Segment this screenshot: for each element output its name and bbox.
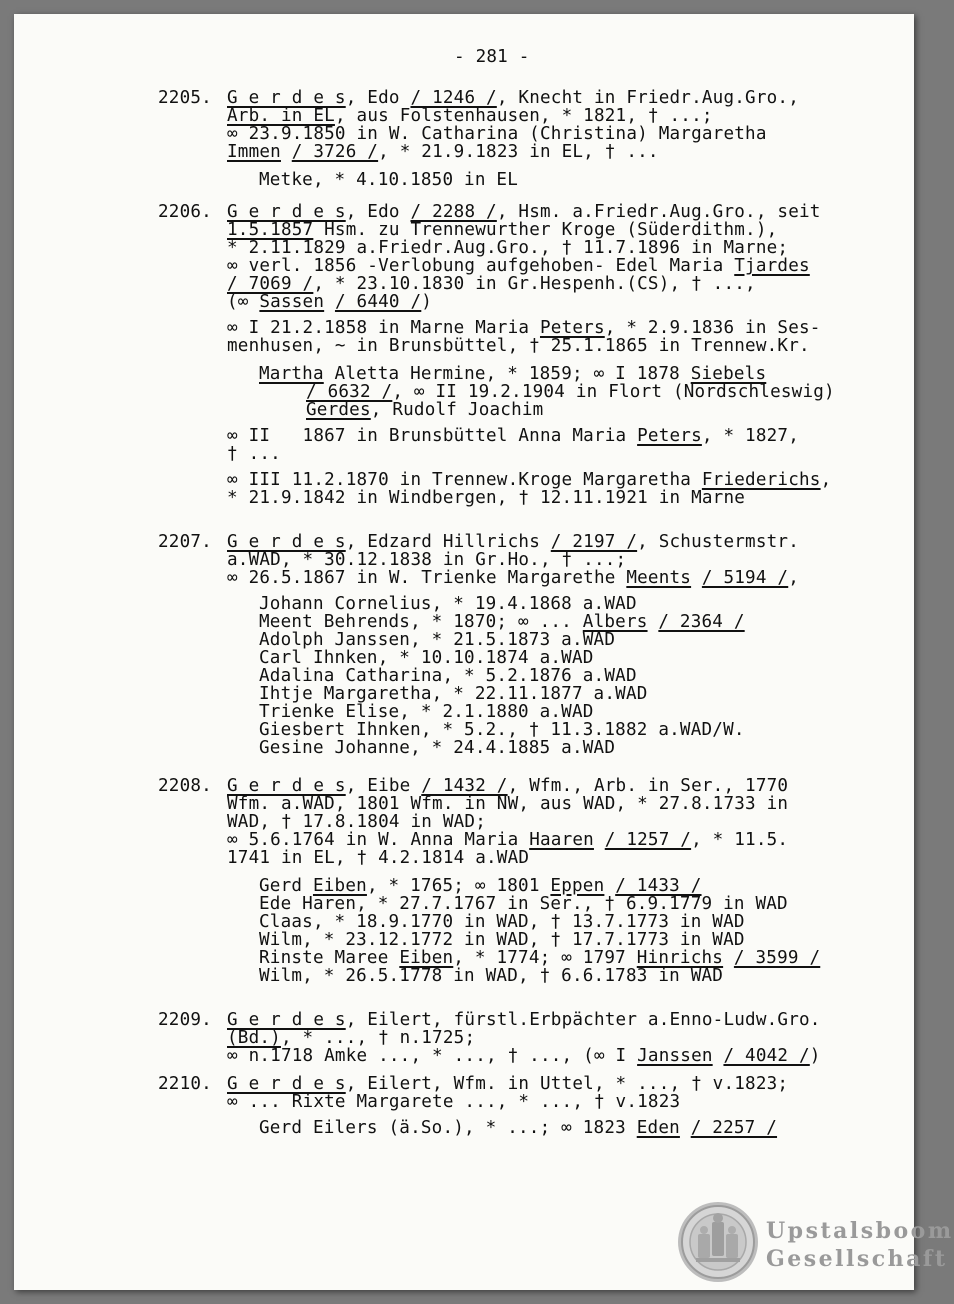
entry-line — [227, 89, 799, 107]
entry-line — [306, 401, 543, 419]
text-segment: Wfm. a.WAD, 1801 Wfm. in NW, aus WAD, * 27.8.1733 in — [227, 794, 789, 814]
underlined-text: / 3726 / — [291, 142, 379, 162]
entry-line — [227, 1093, 680, 1111]
underlined-text: / 6632 / — [306, 382, 393, 402]
underlined-text: Albers — [582, 612, 648, 632]
text-segment — [713, 1046, 724, 1066]
entry-number: 2208. — [158, 776, 212, 796]
text-segment: * 21.9.1842 in Windbergen, † 12.11.1921 in Marne — [227, 488, 746, 508]
text-segment: , * 21.9.1823 in EL, † ... — [378, 142, 659, 162]
underlined-text: Tjardes — [734, 256, 810, 276]
entry-line — [227, 221, 777, 239]
text-segment: Gerd Eilers (ä.So.), * ...; ∞ 1823 — [259, 1118, 637, 1138]
text-segment: ∞ ... Rixte Margarete ..., * ..., † v.1823 — [227, 1092, 681, 1112]
text-segment: , ∞ II 19.2.1904 in Flort (Nordschleswig) — [392, 382, 835, 402]
text-segment: ∞ I 21.2.1858 in Marne Maria — [227, 318, 540, 338]
text-segment: a.WAD, * 30.12.1838 in Gr.Ho., † ...; — [227, 550, 627, 570]
entry-line — [259, 667, 637, 685]
entry-line — [227, 569, 799, 587]
entry-line — [259, 171, 518, 189]
document-page — [14, 14, 954, 1290]
text-segment: , Eilert, Wfm. in Uttel, * ..., † v.1823; — [345, 1074, 789, 1094]
entry-line — [227, 471, 831, 489]
underlined-text: G e r d e s — [227, 202, 346, 222]
text-segment: Adolph Janssen, * 21.5.1873 a.WAD — [259, 630, 616, 650]
entry-line — [259, 685, 648, 703]
text-segment — [680, 1118, 691, 1138]
text-segment: , * 1765; ∞ 1801 — [366, 876, 551, 896]
text-segment: ) — [809, 1046, 821, 1066]
text-segment: , Wfm., Arb. in Ser., 1770 — [507, 776, 789, 796]
underlined-text: / 1432 / — [421, 776, 508, 796]
text-segment: , Edzard Hillrichs — [345, 532, 551, 552]
text-segment: menhusen, ~ in Brunsbüttel, † 25.1.1865 in Trennew.Kr. — [227, 336, 810, 356]
entry-line — [227, 849, 529, 867]
text-segment — [723, 948, 734, 968]
text-segment: , * 11.5. — [691, 830, 789, 850]
entry-line — [259, 703, 594, 721]
entry-line — [227, 1047, 821, 1065]
entry-number: 2206. — [158, 202, 212, 222]
text-segment: , * ..., † n.1725; — [280, 1028, 476, 1048]
text-segment: Ihtje Margaretha, * 22.11.1877 a.WAD — [259, 684, 648, 704]
logo-text-line2: Gesellschaft — [766, 1246, 948, 1272]
entry-line — [259, 739, 615, 757]
text-segment: , aus Folstenhausen, * 1821, † ...; — [334, 106, 713, 126]
text-segment: , * 2.9.1836 in Ses- — [604, 318, 821, 338]
text-segment: , * 1827, — [701, 426, 800, 446]
text-segment: , Hsm. a.Friedr.Aug.Gro., seit — [496, 202, 821, 222]
seal-icon — [676, 1200, 760, 1284]
entry-line — [227, 143, 659, 161]
underlined-text: / 7069 / — [227, 274, 314, 294]
underlined-text: Arb. in EL — [227, 106, 335, 126]
text-segment: ∞ 23.9.1850 in W. Catharina (Christina) Margaretha — [227, 124, 767, 144]
entry-line — [259, 649, 594, 667]
text-segment: Meent Behrends, * 1870; ∞ ... — [259, 612, 583, 632]
text-segment: , * 1774; ∞ 1797 — [453, 948, 637, 968]
underlined-text: Siebels — [690, 364, 767, 384]
text-segment: Ede Haren, * 27.7.1767 in Ser., † 6.9.1779 in WAD — [259, 894, 788, 914]
text-segment: ) — [421, 292, 433, 312]
entry-line — [227, 125, 767, 143]
entry-line — [259, 949, 820, 967]
entry-line — [227, 337, 810, 355]
underlined-text: Friederichs — [701, 470, 821, 490]
entry-line — [259, 1119, 777, 1137]
underlined-text: / 6440 / — [334, 292, 422, 312]
text-segment: ∞ 5.6.1764 in W. Anna Maria — [227, 830, 530, 850]
entry-line — [227, 813, 486, 831]
underlined-text: Martha — [259, 364, 324, 384]
underlined-text: G e r d e s — [227, 1074, 346, 1094]
underlined-text: Hinrichs — [636, 948, 724, 968]
entry-number: 2207. — [158, 532, 212, 552]
text-segment: * 2.11.1829 a.Friedr.Aug.Gro., † 11.7.1896 in Marne; — [227, 238, 789, 258]
underlined-text: Peters — [539, 318, 605, 338]
underlined-text: / 1246 / — [410, 88, 497, 108]
text-segment: Rinste Maree — [259, 948, 400, 968]
underlined-text: G e r d e s — [227, 776, 346, 796]
underlined-text: / 2364 / — [658, 612, 745, 632]
underlined-text: Eiben — [312, 876, 367, 896]
text-segment: , Eilert, fürstl.Erbpächter a.Enno-Ludw.Gro. — [345, 1010, 821, 1030]
text-segment: Wilm, * 26.5.1778 in WAD, † 6.6.1783 in WAD — [259, 966, 724, 986]
entry-line — [227, 489, 745, 507]
text-segment: ∞ III 11.2.1870 in Trennew.Kroge Margaretha — [227, 470, 702, 490]
entry-number: 2209. — [158, 1010, 212, 1030]
underlined-text: Eppen — [550, 876, 605, 896]
text-segment: Adalina Catharina, * 5.2.1876 a.WAD — [259, 666, 637, 686]
text-segment — [691, 568, 702, 588]
entry-line — [259, 967, 723, 985]
entry-line — [227, 831, 788, 849]
text-segment: Hsm. zu Trennewurther Kroge (Süderdithm.), — [313, 220, 778, 240]
entry-line — [259, 877, 702, 895]
underlined-text: / 2257 / — [690, 1118, 778, 1138]
text-segment — [281, 142, 292, 162]
underlined-text: Immen — [227, 142, 281, 162]
text-segment: Gesine Johanne, * 24.4.1885 a.WAD — [259, 738, 616, 758]
text-segment: , Edo — [345, 202, 411, 222]
text-segment: Johann Cornelius, * 19.4.1868 a.WAD — [259, 594, 637, 614]
underlined-text: Meents — [626, 568, 692, 588]
underlined-text: Sassen — [259, 292, 325, 312]
entry-line — [227, 1029, 475, 1047]
text-segment: , — [788, 568, 800, 588]
text-segment — [594, 830, 605, 850]
underlined-text: / 2288 / — [410, 202, 497, 222]
underlined-text: (Bd.) — [227, 1028, 281, 1048]
entry-line — [227, 551, 626, 569]
entry-line — [259, 913, 745, 931]
underlined-text: / 4042 / — [723, 1046, 810, 1066]
society-logo — [666, 1200, 954, 1290]
underlined-text: G e r d e s — [227, 88, 346, 108]
entry-line — [227, 203, 821, 221]
underlined-text: G e r d e s — [227, 1010, 346, 1030]
underlined-text: / 2197 / — [550, 532, 638, 552]
text-segment: , Knecht in Friedr.Aug.Gro., — [496, 88, 800, 108]
text-segment: , Edo — [345, 88, 411, 108]
text-segment: , Eibe — [345, 776, 422, 796]
underlined-text: Janssen — [637, 1046, 713, 1066]
text-segment: ∞ n.1718 Amke ..., * ..., † ..., (∞ I — [227, 1046, 638, 1066]
entry-line — [227, 533, 799, 551]
entry-line — [259, 595, 637, 613]
underlined-text: Gerdes — [306, 400, 371, 420]
underlined-text: G e r d e s — [227, 532, 346, 552]
entry-line — [227, 427, 799, 445]
entry-line — [306, 383, 835, 401]
entry-line — [259, 613, 745, 631]
underlined-text: / 1433 / — [615, 876, 702, 896]
entry-line — [227, 257, 810, 275]
underlined-text: Eden — [636, 1118, 680, 1138]
entry-line — [227, 275, 756, 293]
text-segment: , * 23.10.1830 in Gr.Hespenh.(CS), † ..., — [313, 274, 756, 294]
entry-line — [227, 239, 788, 257]
text-segment: Carl Ihnken, * 10.10.1874 a.WAD — [259, 648, 594, 668]
underlined-text: 1.5.1857 — [227, 220, 314, 240]
text-segment: Wilm, * 23.12.1772 in WAD, † 17.7.1773 in WAD — [259, 930, 745, 950]
entry-line — [227, 445, 281, 463]
text-segment: Claas, * 18.9.1770 in WAD, † 13.7.1773 in WAD — [259, 912, 745, 932]
entry-line — [259, 931, 745, 949]
entry-line — [259, 895, 788, 913]
page-number: - 281 - — [454, 47, 530, 67]
text-segment: † ... — [227, 444, 281, 464]
entry-line — [227, 319, 821, 337]
text-segment: Giesbert Ihnken, * 5.2., † 11.3.1882 a.WAD/W. — [259, 720, 745, 740]
text-segment: ∞ 26.5.1867 in W. Trienke Margarethe — [227, 568, 627, 588]
text-segment: WAD, † 17.8.1804 in WAD; — [227, 812, 487, 832]
entry-number: 2205. — [158, 88, 212, 108]
text-segment: (∞ — [227, 292, 260, 312]
entry-line — [259, 365, 766, 383]
text-segment: Aletta Hermine, * 1859; ∞ I 1878 — [323, 364, 691, 384]
text-segment: ∞ verl. 1856 -Verlobung aufgehoben- Edel Maria — [227, 256, 735, 276]
text-segment — [324, 292, 335, 312]
underlined-text: Peters — [637, 426, 702, 446]
entry-line — [227, 293, 432, 311]
text-segment: Metke, * 4.10.1850 in EL — [259, 170, 519, 190]
text-segment — [604, 876, 615, 896]
logo-text-line1: Upstalsboom — [766, 1218, 954, 1244]
underlined-text: Haaren — [529, 830, 594, 850]
entry-line — [227, 777, 788, 795]
entry-line — [227, 795, 788, 813]
text-segment: Gerd — [259, 876, 313, 896]
text-segment — [648, 612, 659, 632]
text-segment: 1741 in EL, † 4.2.1814 a.WAD — [227, 848, 530, 868]
entry-line — [227, 107, 713, 125]
entry-number: 2210. — [158, 1074, 212, 1094]
underlined-text: / 1257 / — [604, 830, 692, 850]
text-segment: ∞ II 1867 in Brunsbüttel Anna Maria — [227, 426, 638, 446]
underlined-text: / 5194 / — [701, 568, 789, 588]
entry-line — [227, 1011, 821, 1029]
text-segment: Trienke Elise, * 2.1.1880 a.WAD — [259, 702, 594, 722]
underlined-text: Eiben — [399, 948, 454, 968]
entry-line — [259, 721, 745, 739]
underlined-text: / 3599 / — [733, 948, 821, 968]
text-segment: , — [820, 470, 832, 490]
entry-line — [227, 1075, 788, 1093]
entry-line — [259, 631, 615, 649]
text-segment: , Rudolf Joachim — [370, 400, 544, 420]
text-segment: , Schustermstr. — [637, 532, 800, 552]
